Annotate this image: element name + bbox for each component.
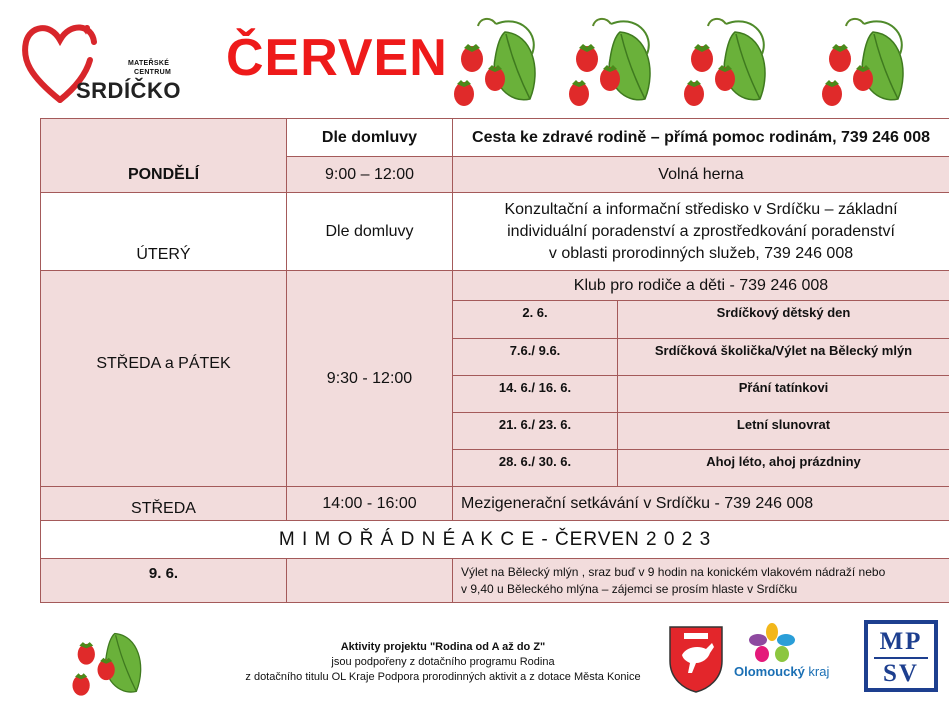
event-date: 7.6./ 9.6. [453, 339, 618, 376]
event-date: 21. 6./ 23. 6. [453, 413, 618, 450]
kraj-word: kraj [808, 664, 830, 679]
logo-line2: CENTRUM [134, 69, 172, 76]
table-row [41, 271, 949, 301]
activity-cell: Volná herna [453, 157, 949, 193]
table-row [41, 193, 949, 271]
event-date: 2. 6. [453, 301, 618, 339]
special-text-line: Výlet na Bělecký mlýn , sraz buď v 9 hodin na konickém vlakovém nádraží nebo [461, 564, 886, 579]
activity-cell: Mezigenerační setkávání v Srdíčku - 739 246 008 [453, 487, 949, 521]
day-monday: PONDĚLÍ [41, 119, 287, 193]
day-tuesday: ÚTERÝ [41, 193, 287, 271]
special-text-line: v 9,40 u Běleckého mlýna – zájemci se prosím hlaste v Srdíčku [461, 581, 798, 596]
special-text [453, 559, 949, 603]
day-wednesday-friday: STŘEDA a PÁTEK [41, 271, 287, 487]
month-title: ČERVEN [226, 29, 448, 87]
footer-line: z dotačního titulu OL Kraje Podpora prorodinných aktivit a z dotace Města Konice [245, 671, 641, 683]
activity-cell [453, 193, 949, 271]
club-cell: Klub pro rodiče a děti - 739 246 008 [453, 271, 949, 301]
time-cell: Dle domluvy [287, 119, 453, 157]
event-name: Letní slunovrat [618, 413, 949, 450]
table-row [41, 487, 949, 521]
event-date: 14. 6./ 16. 6. [453, 376, 618, 413]
olomoucky-kraj-logo [730, 622, 860, 692]
flower-logo-icon [742, 622, 802, 664]
event-date: 28. 6./ 30. 6. [453, 450, 618, 487]
logo-name: SRDÍČKO [76, 78, 181, 103]
logo-line1: MATEŘSKÉ [128, 60, 170, 67]
schedule-table [40, 118, 949, 603]
strawberry-icon [818, 14, 910, 109]
strawberry-icon [66, 618, 148, 700]
time-cell: 9:00 – 12:00 [287, 157, 453, 193]
activity-line: individuální poradenství a zprostředkování poradenství [507, 222, 895, 240]
time-cell: 14:00 - 16:00 [287, 487, 453, 521]
strawberry-icon [680, 14, 772, 109]
footer-line: jsou podpořeny z dotačního programu Rodina [331, 656, 555, 668]
strawberry-icon [565, 14, 657, 109]
event-name: Srdíčková školička/Výlet na Bělecký mlýn [618, 339, 949, 376]
event-name: Srdíčkový dětský den [618, 301, 949, 339]
footer-line: Aktivity projektu "Rodina od A až do Z" [340, 641, 546, 653]
strawberry-icon [450, 14, 542, 109]
day-wednesday: STŘEDA [41, 487, 287, 521]
event-name: Ahoj léto, ahoj prázdniny [618, 450, 949, 487]
table-row [41, 521, 949, 559]
event-name: Přání tatínkovi [618, 376, 949, 413]
time-cell: Dle domluvy [287, 193, 453, 271]
time-cell: 9:30 - 12:00 [287, 271, 453, 487]
special-time [287, 559, 453, 603]
mpsv-top: MP [879, 628, 923, 655]
activity-cell: Cesta ke zdravé rodině – přímá pomoc rodinám, 739 246 008 [453, 119, 949, 157]
konice-coat-of-arms-icon [668, 625, 724, 693]
mpsv-logo [864, 620, 938, 692]
srdicko-logo [20, 18, 180, 108]
table-row [41, 119, 949, 157]
footer-text [218, 640, 668, 685]
table-row [41, 559, 949, 603]
olomoucky-word: Olomoucký [734, 664, 805, 679]
activity-line: Konzultační a informační středisko v Srdíčku – základní [504, 200, 898, 218]
mpsv-bottom: SV [883, 660, 919, 687]
special-heading: M I M O Ř Á D N É A K C E - ČERVEN 2 0 2 3 [41, 521, 949, 559]
activity-line: v oblasti prorodinných služeb, 739 246 008 [548, 244, 854, 262]
special-date: 9. 6. [41, 559, 287, 603]
